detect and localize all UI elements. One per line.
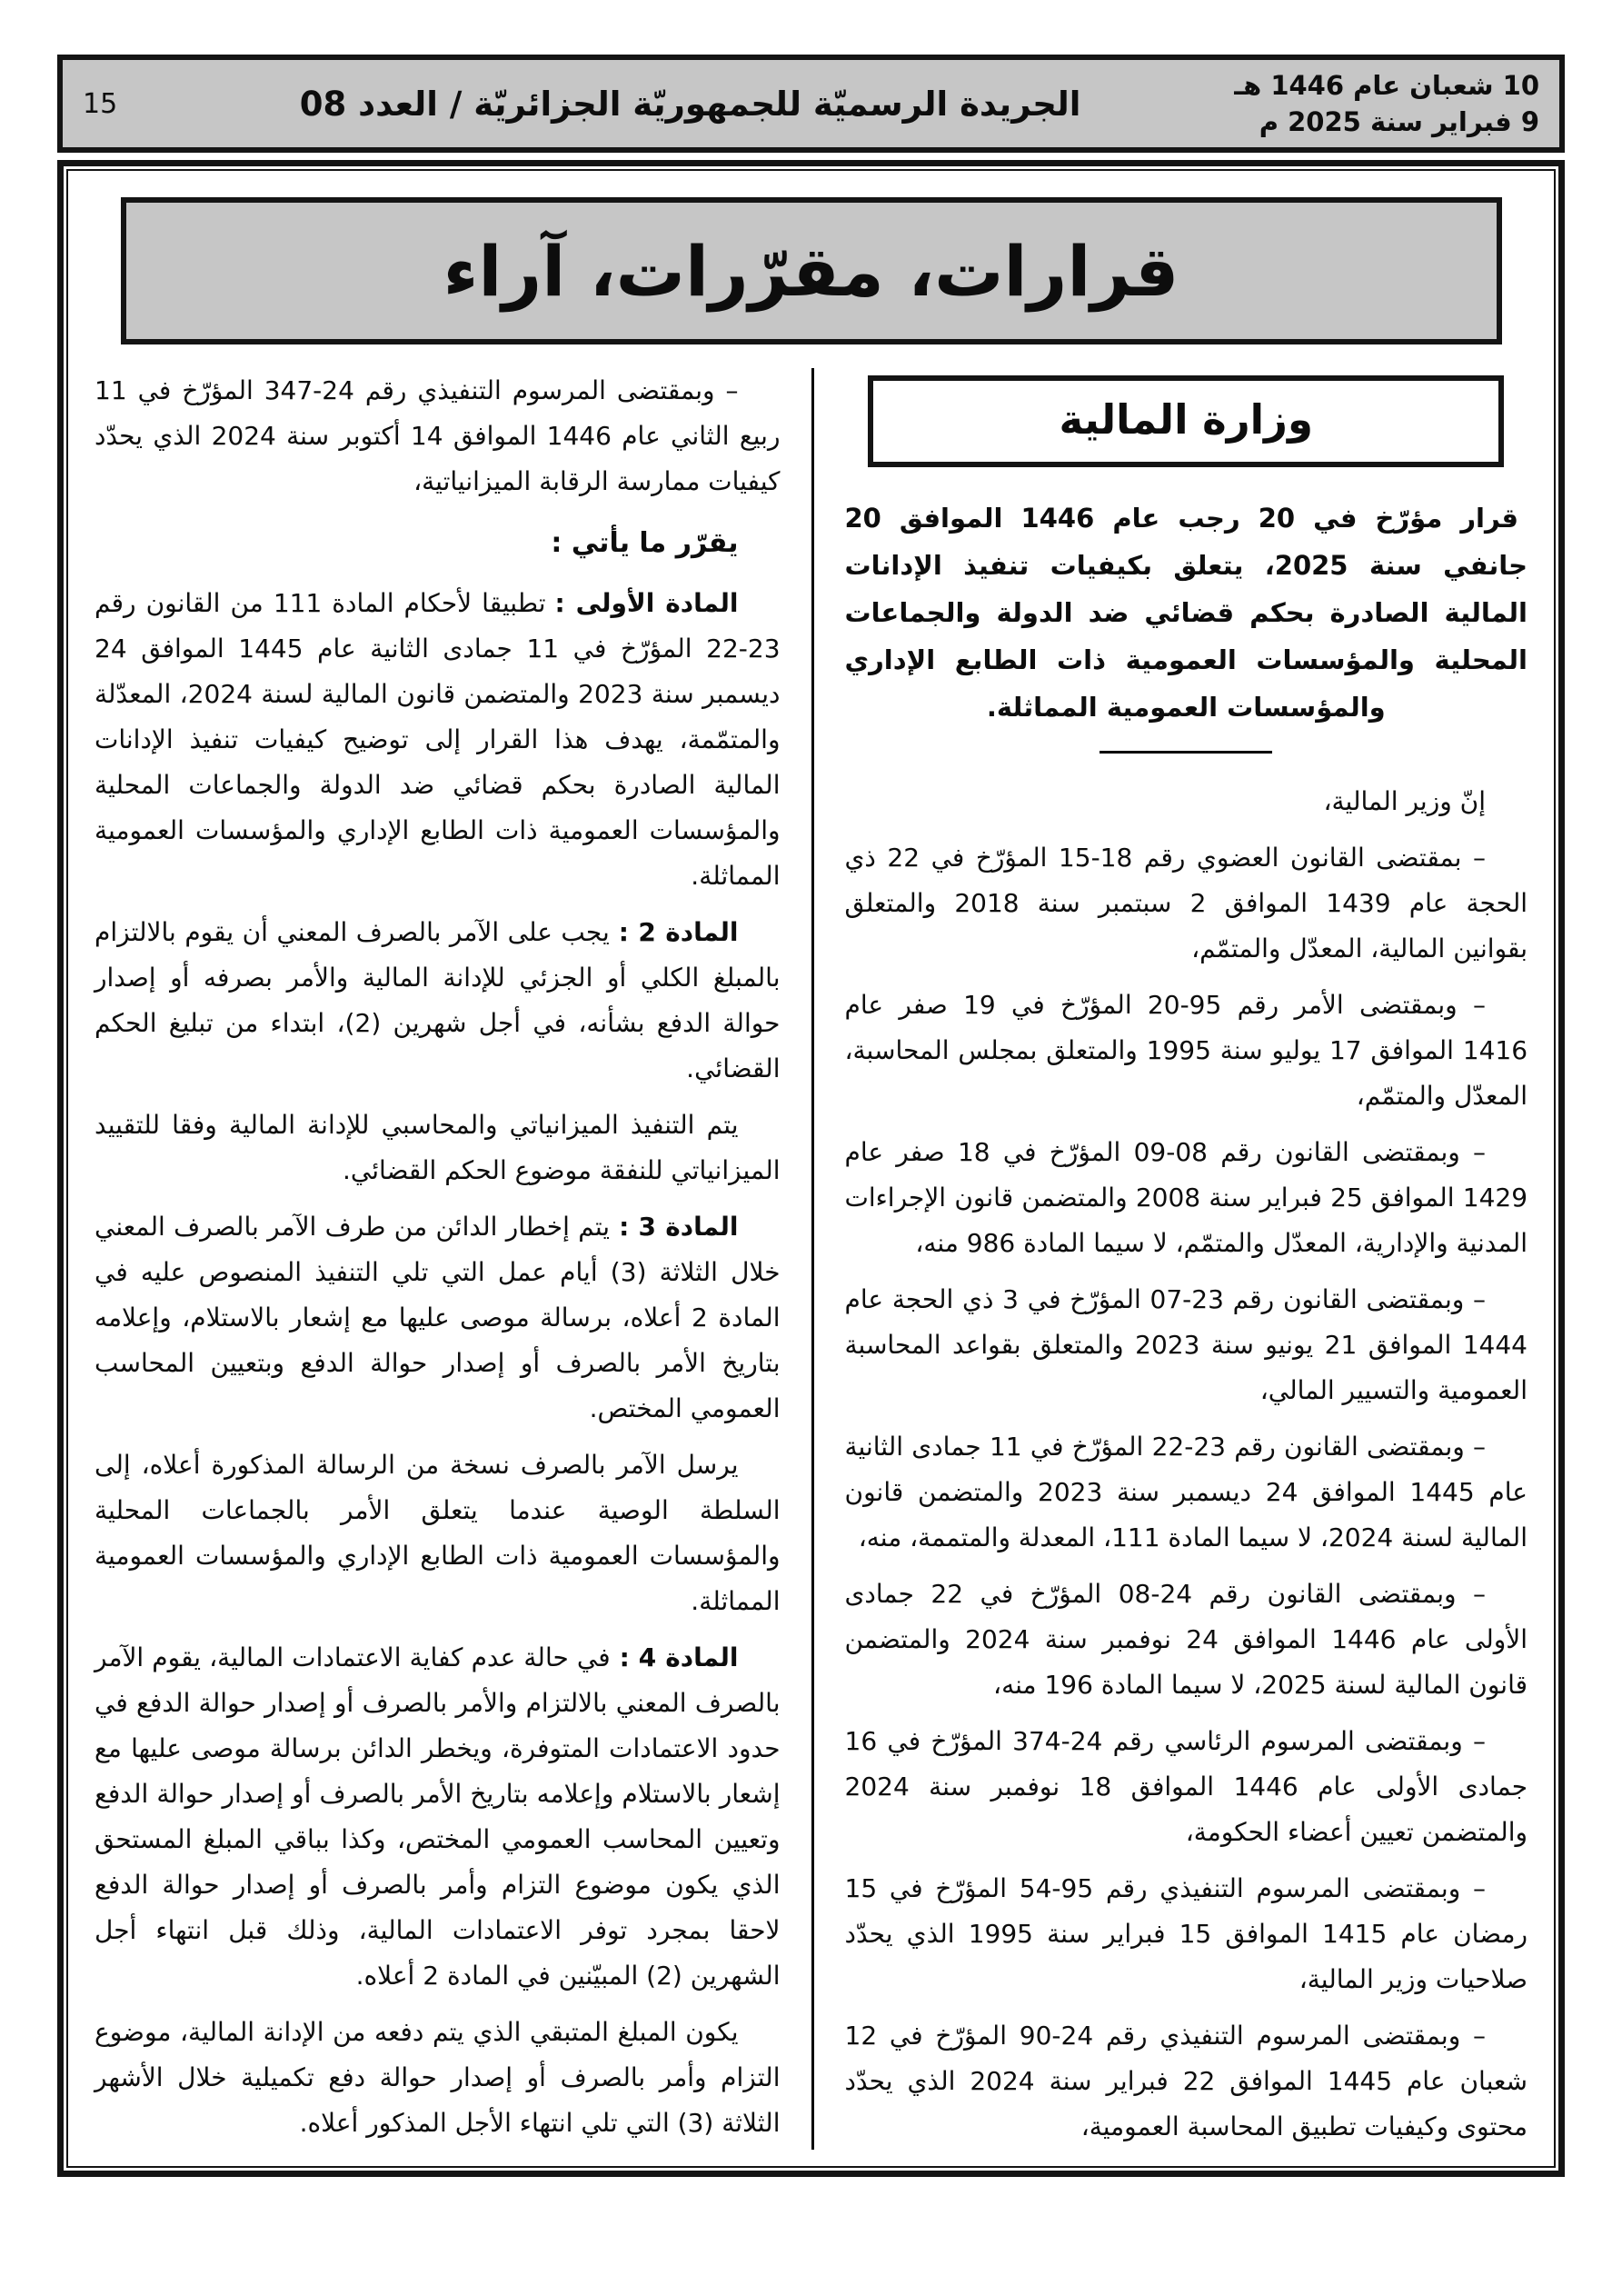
article-text: يجب على الآمر بالصرف المعني أن يقوم بالالتزام بالمبلغ الكلي أو الجزئي للإدانة المالية والأمر بصرفه أو إصدار حوالة الدفع بشأنه، في أجل شهرين (2)، ابتداء من تبليغ الحكم القضائي. [95,917,781,1083]
article-label: المادة 3 : [619,1212,739,1242]
page-header-band [57,55,1565,153]
ministry-title: وزارة المالية [1059,395,1313,444]
visa-paragraph: – وبمقتضى القانون رقم 24-08 المؤرّخ في 22 جمادى الأولى عام 1446 الموافق 24 نوفمبر سنة 2024 والمتضمن قانون المالية لسنة 2025، لا سيما المادة 196 منه، [844,1579,1528,1700]
article-label: المادة الأولى : [554,588,739,618]
page-number: 15 [83,87,118,120]
article-text: يكون المبلغ المتبقي الذي يتم دفعه من الإدانة المالية، موضوع التزام وأمر بالصرف أو إصدار حوالة دفع تكميلية خلال الأشهر الثلاثة (3) التي تلي انتهاء الأجل المذكور أعلاه. [95,2017,781,2138]
column-right [811,368,1559,2150]
article-text: في حالة عدم كفاية الاعتمادات المالية، يقوم الآمر بالصرف المعني بالالتزام والأمر بالصرف أو إصدار حوالة الدفع في حدود الاعتمادات المتوفرة، ويخطر الدائن برسالة موصى عليها مع إشعار بالاستلام وإعلامه بتاريخ الأمر بالصرف أو إصدار حوالة الدفع وتعيين المحاسب العمومي المختص، وكذا بباقي المبلغ المستحق الذي يكون موضوع التزام وأمر بالصرف أو إصدار حوالة الدفع لاحقا بمجرد توفر الاعتمادات المالية، وذلك قبل انتهاء أجل الشهرين (2) المبيّنين في المادة 2 أعلاه. [95,1642,781,1991]
visa-paragraph: – وبمقتضى المرسوم التنفيذي رقم 95-54 المؤرّخ في 15 رمضان عام 1415 الموافق 15 فبراير سنة 1995 الذي يحدّد صلاحيات وزير المالية، [844,1873,1527,1994]
article-text: يرسل الآمر بالصرف نسخة من الرسالة المذكورة أعلاه، إلى السلطة الوصية عندما يتعلق الأمر بالجماعات المحلية والمؤسسات العمومية ذات الطابع الإداري والمؤسسات العمومية المماثلة. [95,1450,781,1616]
visa-paragraph: – وبمقتضى المرسوم الرئاسي رقم 24-374 المؤرّخ في 16 جمادى الأولى عام 1446 الموافق 18 نوفمبر سنة 2024 والمتضمن تعيين أعضاء الحكومة، [844,1726,1528,1847]
visa-paragraph: – بمقتضى القانون العضوي رقم 18-15 المؤرّخ في 22 ذي الحجة عام 1439 الموافق 2 سبتمبر سنة 2018 والمتعلق بقوانين المالية، المعدّل والمتمّم، [844,843,1527,963]
article-label: المادة 4 : [619,1642,739,1672]
article-paragraph [95,581,781,899]
article-label: المادة 2 : [618,917,739,947]
column-left [64,368,811,2150]
decree-summary: قرار مؤرّخ في 20 رجب عام 1446 الموافق 20 جانفي سنة 2025، يتعلق بكيفيات تنفيذ الإدانات المالية الصادرة بحكم قضائي ضد الدولة والجماعات المحلية والمؤسسات العمومية ذات الطابع الإداري والمؤسسات العمومية المماثلة. [844,503,1528,723]
journal-title: الجريدة الرسميّة للجمهوريّة الجزائريّة / العدد 08 [299,84,1081,124]
visa-list [845,835,1528,2150]
content-frame [57,160,1565,2177]
visa-paragraph: – وبمقتضى القانون رقم 23-07 المؤرّخ في 3 ذي الحجة عام 1444 الموافق 21 يونيو سنة 2023 والمتعلق بقواعد المحاسبة العمومية والتسيير المالي، [844,1284,1527,1405]
visa-paragraph: – وبمقتضى القانون رقم 23-22 المؤرّخ في 11 جمادى الثانية عام 1445 الموافق 24 ديسمبر سنة 2023 والمتضمن قانون المالية لسنة 2024، لا سيما المادة 111، المعدلة والمتممة، منه، [844,1432,1527,1552]
visa-paragraph: – وبمقتضى المرسوم التنفيذي رقم 24-90 المؤرّخ في 12 شعبان عام 1445 الموافق 22 فبراير سنة 2024 الذي يحدّد محتوى وكيفيات تطبيق المحاسبة العمومية، [844,2021,1528,2141]
article-text: تطبيقا لأحكام المادة 111 من القانون رقم 23-22 المؤرّخ في 11 جمادى الثانية عام 1445 الموافق 24 ديسمبر سنة 2023 والمتضمن قانون المالية لسنة 2024، المعدّلة والمتمّمة، يهدف هذا القرار إلى توضيح كيفيات تنفيذ الإدانات المالية الصادرة بحكم قضائي ضد الدولة والجماعات المحلية والمؤسسات العمومية ذات الطابع الإداري والمؤسسات العمومية المماثلة. [95,588,781,891]
header-date-hijri: 10 شعبان عام 1446 هـ [1234,70,1539,101]
article-paragraph [95,2010,781,2146]
article-paragraph [95,1442,781,1624]
header-dates [1234,67,1539,140]
article-paragraph [95,910,781,1092]
article-paragraph [95,1204,781,1432]
separator-rule [1100,751,1272,754]
header-date-gregorian: 9 فبراير سنة 2025 م [1259,106,1539,137]
visa-paragraph: – وبمقتضى القانون رقم 08-09 المؤرّخ في 18 صفر عام 1429 الموافق 25 فبراير سنة 2008 والمتضمن قانون الإجراءات المدنية والإدارية، المعدّل والمتمّم، لا سيما المادة 986 منه، [844,1137,1528,1258]
article-text: يتم إخطار الدائن من طرف الآمر بالصرف المعني خلال الثلاثة (3) أيام عمل التي تلي التنفيذ المنصوص عليه في المادة 2 أعلاه، برسالة موصى عليها مع إشعار بالاستلام، وإعلامه بتاريخ الأمر بالصرف أو إصدار حوالة الدفع وبتعيين المحاسب العمومي المختص. [95,1212,781,1423]
minister-line: إنّ وزير المالية، [1323,786,1486,816]
articles-section [95,581,781,2146]
article-paragraph [95,1103,781,1193]
ministry-heading-box [868,375,1504,467]
decree-line: يقرّر ما يأتي : [551,527,739,559]
section-banner-title: قرارات، مقرّرات، آراء [443,230,1179,312]
section-banner [121,197,1502,344]
article-paragraph [95,1635,781,1999]
two-column-body [64,368,1558,2150]
visa-paragraph: – وبمقتضى الأمر رقم 95-20 المؤرّخ في 19 صفر عام 1416 الموافق 17 يوليو سنة 1995 والمتعلق بمجلس المحاسبة، المعدّل والمتمّم، [844,990,1528,1111]
visa-paragraph: – وبمقتضى المرسوم التنفيذي رقم 24-347 المؤرّخ في 11 ربيع الثاني عام 1446 الموافق 14 أكتوبر سنة 2024 الذي يحدّد كيفيات ممارسة الرقابة الميزانياتية، [95,375,781,496]
article-text: يتم التنفيذ الميزانياتي والمحاسبي للإدانة المالية وفقا للتقييد الميزانياتي للنفقة موضوع الحكم القضائي. [95,1110,781,1185]
